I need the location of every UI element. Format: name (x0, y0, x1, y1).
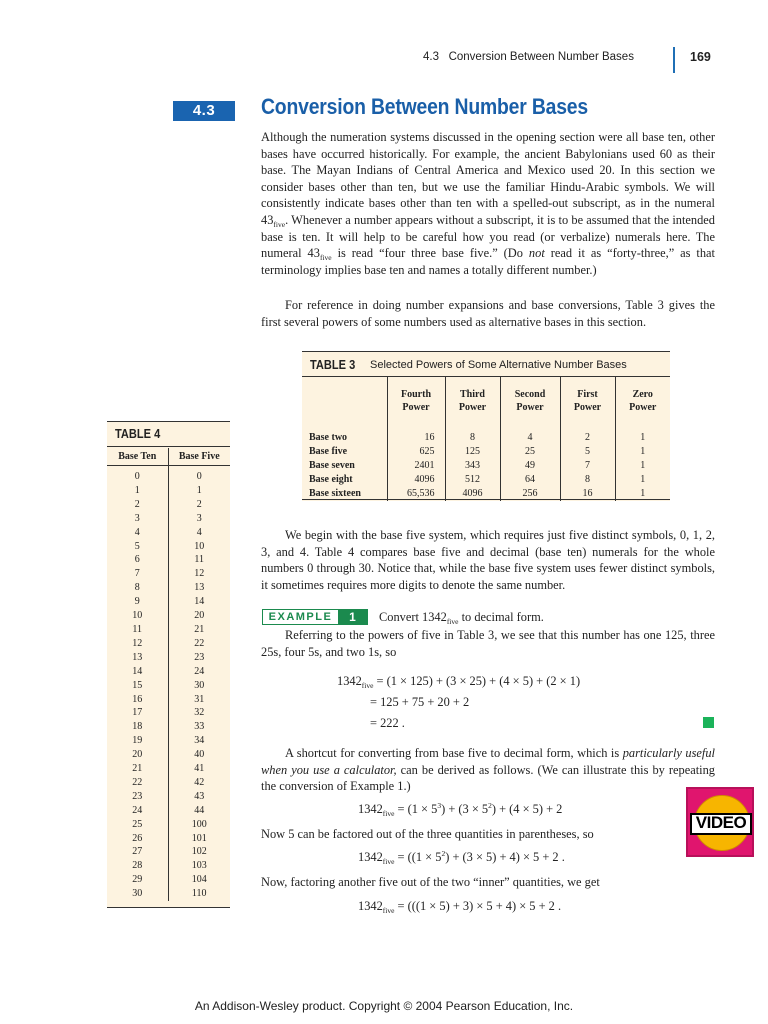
base-ten-cell: 13 (132, 651, 143, 663)
body-paragraph-7: Now, factoring another five out of the two “inner” quantities, we get (261, 875, 600, 889)
base-five-cell: 3 (168, 512, 230, 526)
table-3-label: TABLE 3 (310, 357, 356, 372)
table-3-cell: 125 (445, 445, 500, 459)
table-3-cell: 1 (615, 445, 670, 459)
table-row (107, 651, 230, 665)
table-3-column-header: Third Power (445, 377, 500, 425)
video-icon[interactable] (686, 787, 754, 857)
table-row (107, 887, 230, 901)
base-five-cell: 33 (168, 720, 230, 734)
table-3-column-header: Second Power (500, 377, 560, 425)
table-row (107, 498, 230, 512)
table-row (107, 748, 230, 762)
base-five-cell: 110 (168, 887, 230, 901)
base-five-cell: 40 (168, 748, 230, 762)
table-3-caption: Selected Powers of Some Alternative Number Bases (370, 359, 627, 371)
table-3-cell: 2 (560, 431, 615, 445)
table-row (107, 567, 230, 581)
body-paragraph-4 (261, 627, 715, 660)
video-label: VIDEO (695, 813, 747, 832)
intro-text-p2: For reference in doing number expansions and base conversions, Table 3 gives the first several powers of some numbers used as alternative bases in this section. (261, 298, 715, 329)
table-row (107, 693, 230, 707)
base-ten-cell: 23 (132, 790, 143, 802)
table-3-column-headers (302, 377, 670, 425)
base-ten-cell: 10 (132, 610, 143, 622)
table-3-base-label: Base eight (309, 474, 353, 485)
base-ten-cell: 2 (134, 498, 140, 510)
table-3-cell: 4 (500, 431, 560, 445)
table-3-cell: 16 (560, 487, 615, 501)
base-ten-cell: 8 (134, 582, 140, 594)
table-row (107, 637, 230, 651)
table-3-cell: 4096 (445, 487, 500, 501)
base-five-cell: 31 (168, 693, 230, 707)
base-five-cell: 24 (168, 665, 230, 679)
base-five-cell: 101 (168, 832, 230, 846)
body-paragraph-5: A shortcut for converting from base five to decimal form, which is particularly useful when you use a calculator, can be derived as follows. (We can illustrate this by repeating the conversion of Example 1.) (261, 746, 715, 794)
base-five-cell: 22 (168, 637, 230, 651)
example-label (262, 609, 368, 625)
copyright-footer: An Addison-Wesley product. Copyright © 2004 Pearson Education, Inc. (194, 999, 574, 1013)
base-ten-cell: 19 (132, 735, 143, 747)
table-row (107, 595, 230, 609)
equation-line-4: $1342_{five} = (1 \times 5^3) + (3 \times 5^2) + (4 \times 5) + 2$ (358, 801, 563, 818)
base-five-cell: 4 (168, 526, 230, 540)
table-row (107, 845, 230, 859)
base-five-cell: 11 (168, 553, 230, 567)
equation-line-5: $1342_{five} = ((1 \times 5^2) + (3 \times 5) + 4) \times 5 + 2$ . (358, 849, 565, 866)
example-number: 1 (338, 610, 367, 624)
table-row (107, 609, 230, 623)
base-five-cell: 14 (168, 595, 230, 609)
table-3-header (302, 351, 670, 377)
base-ten-cell: 30 (132, 888, 143, 900)
base-ten-cell: 9 (134, 596, 140, 608)
table-row (107, 832, 230, 846)
table-4-label-rule (107, 446, 230, 447)
equation-line-6: $1342_{five} = (((1 \times 5) + 3) \times 5 + 4) \times 5 + 2$ . (358, 899, 562, 915)
intro-text-c: is read “four three base five.” (Do (331, 246, 529, 261)
table-row (302, 473, 670, 487)
table-row (107, 818, 230, 832)
base-five-cell: 2 (168, 498, 230, 512)
table-3-column-header: First Power (560, 377, 615, 425)
table-row (107, 859, 230, 873)
table-4-bottom-rule (107, 907, 230, 908)
table-row (107, 623, 230, 637)
table-row (107, 665, 230, 679)
intro-paragraph-2 (261, 297, 715, 330)
table-3-cell: 2401 (387, 459, 445, 473)
base-ten-cell: 16 (132, 693, 143, 705)
base-ten-cell: 20 (132, 749, 143, 761)
equation-line-1: $1342_{five} = (1 \times 125) + (3 \times 25) + (4 \times 5) + (2 \times 1)$ (337, 674, 581, 690)
base-ten-cell: 28 (132, 860, 143, 872)
section-number-badge: 4.3 (173, 101, 235, 121)
table-3-base-label: Base sixteen (309, 488, 361, 499)
base-ten-cell: 15 (132, 679, 143, 691)
intro-text-a: Although the numeration systems discussed in the opening section were all base ten, other bases have occurred historically. For example, the ancient Babylonians used 60 as their base. The Mayan Indians of Central America and Mexico used 20. In this section we consider bases other than ten, but we use the familiar Hindu-Arabic symbols. We will consistently indicate bases other than ten with a spelled-out subscript, as in the numeral 43 (261, 130, 715, 227)
table-row (107, 734, 230, 748)
base-ten-cell: 14 (132, 665, 143, 677)
base-five-cell: 42 (168, 776, 230, 790)
table-3-cell: 8 (445, 431, 500, 445)
section-title: Conversion Between Number Bases (261, 94, 589, 119)
base-five-cell: 103 (168, 859, 230, 873)
table-3-cell: 8 (560, 473, 615, 487)
table-row (107, 553, 230, 567)
base-five-cell: 13 (168, 581, 230, 595)
body-paragraph-6: Now 5 can be factored out of the three quantities in parentheses, so (261, 827, 594, 841)
base-ten-cell: 22 (132, 776, 143, 788)
table-3-cell: 65,536 (387, 487, 445, 501)
table-row (107, 540, 230, 554)
base-five-cell: 10 (168, 540, 230, 554)
table-3-base-label: Base five (309, 446, 348, 457)
equation-line-3: = 222 . (370, 716, 405, 730)
emphasis-calculator: particularly useful when you use a calculator, (261, 746, 715, 777)
table-3-column-header: Zero Power (615, 377, 670, 425)
table-3-cell: 343 (445, 459, 500, 473)
base-ten-cell: 25 (132, 818, 143, 830)
table-4-label: TABLE 4 (115, 426, 161, 441)
table-3-cell: 1 (615, 431, 670, 445)
table-row (107, 706, 230, 720)
base-ten-cell: 5 (134, 540, 140, 552)
base-ten-cell: 12 (132, 637, 143, 649)
table-3-cell: 64 (500, 473, 560, 487)
table-row (107, 526, 230, 540)
base-five-cell: 20 (168, 609, 230, 623)
table-3-cell: 7 (560, 459, 615, 473)
table-3 (302, 351, 670, 501)
page-number: 169 (690, 50, 711, 64)
table-3-bottom-rule (302, 499, 670, 500)
table-row (107, 720, 230, 734)
table-row (302, 431, 670, 445)
table-4 (107, 421, 230, 908)
table-3-base-label: Base seven (309, 460, 355, 471)
emphasis-not: not (528, 246, 545, 261)
table-row (107, 873, 230, 887)
table-3-cell: 4096 (387, 473, 445, 487)
base-ten-cell: 7 (134, 568, 140, 580)
table-4-column-header: Base Five (168, 448, 230, 466)
base-ten-cell: 6 (134, 554, 140, 566)
table-3-cell: 1 (615, 459, 670, 473)
table-3-cell: 512 (445, 473, 500, 487)
base-five-cell: 30 (168, 679, 230, 693)
base-five-cell: 43 (168, 790, 230, 804)
table-3-grid (302, 377, 670, 501)
base-five-cell: 104 (168, 873, 230, 887)
body-paragraph-3 (261, 527, 715, 593)
table-3-cell: 256 (500, 487, 560, 501)
base-ten-cell: 17 (132, 707, 143, 719)
table-3-column-header: Fourth Power (387, 377, 445, 425)
base-five-cell: 102 (168, 845, 230, 859)
base-five-cell: 21 (168, 623, 230, 637)
base-five-cell: 41 (168, 762, 230, 776)
base-ten-cell: 4 (134, 526, 140, 538)
base-five-cell: 100 (168, 818, 230, 832)
base-ten-cell: 21 (132, 763, 143, 775)
body-text-p3: We begin with the base five system, which requires just five distinct symbols, 0, 1, 2, 3, and 4. Table 4 compares base five and decimal (base ten) numerals for the whole numbers 0 through 30. Notice that, while the base five system uses fewer distinct symbols, it sometimes requires more digits to denote the same number. (261, 528, 715, 592)
base-ten-cell: 3 (134, 512, 140, 524)
base-five-cell: 0 (168, 470, 230, 484)
intro-text-d: read it as “forty-three,” as that terminology implies base ten and names a totally different number.) (261, 246, 716, 277)
table-3-cell: 5 (560, 445, 615, 459)
table-3-cell: 1 (615, 487, 670, 501)
table-row (302, 459, 670, 473)
table-row (302, 445, 670, 459)
intro-text-b: . Whenever a number appears without a subscript, it is to be assumed that the intended base is ten. It will help to be careful how you read (or verbalize) numerals here. The numeral 43 (261, 212, 715, 261)
intro-paragraph-1 (261, 129, 715, 278)
header-divider (673, 47, 675, 73)
base-ten-cell: 0 (134, 471, 140, 482)
base-five-cell: 12 (168, 567, 230, 581)
subscript-five: five (273, 219, 286, 229)
table-3-cell: 25 (500, 445, 560, 459)
table-row (107, 776, 230, 790)
running-header-title: 4.3 Conversion Between Number Bases (423, 51, 634, 63)
base-five-cell: 32 (168, 706, 230, 720)
example-prompt: Convert $1342_{five}$ to decimal form. (379, 610, 544, 626)
base-ten-cell: 26 (132, 832, 143, 844)
table-4-grid (107, 448, 230, 901)
table-4-column-header: Base Ten (107, 448, 168, 466)
table-3-cell: 49 (500, 459, 560, 473)
table-row (107, 484, 230, 498)
table-3-base-label: Base two (309, 432, 348, 443)
body-text-p4: Referring to the powers of five in Table 3, we see that this number has one 125, three 25s, four 5s, and two 1s, so (261, 628, 715, 659)
equation-line-2: = 125 + 75 + 20 + 2 (370, 695, 470, 709)
base-five-cell: 1 (168, 484, 230, 498)
base-ten-cell: 18 (132, 721, 143, 733)
base-ten-cell: 27 (132, 846, 143, 858)
table-row (107, 804, 230, 818)
base-ten-cell: 11 (132, 623, 143, 635)
table-row (107, 790, 230, 804)
base-ten-cell: 29 (132, 874, 143, 886)
base-five-cell: 44 (168, 804, 230, 818)
table-row (107, 581, 230, 595)
table-row (107, 512, 230, 526)
base-ten-cell: 24 (132, 804, 143, 816)
example-word: EXAMPLE (268, 611, 333, 623)
base-ten-cell: 1 (134, 484, 140, 496)
base-five-cell: 23 (168, 651, 230, 665)
table-row (107, 470, 230, 484)
table-row (107, 762, 230, 776)
table-3-cell: 625 (387, 445, 445, 459)
end-of-example-square-icon (703, 717, 714, 728)
table-3-cell: 16 (387, 431, 445, 445)
table-4-top-rule (107, 421, 230, 422)
base-five-cell: 34 (168, 734, 230, 748)
table-3-cell: 1 (615, 473, 670, 487)
table-row (107, 679, 230, 693)
subscript-five: five (319, 253, 332, 263)
